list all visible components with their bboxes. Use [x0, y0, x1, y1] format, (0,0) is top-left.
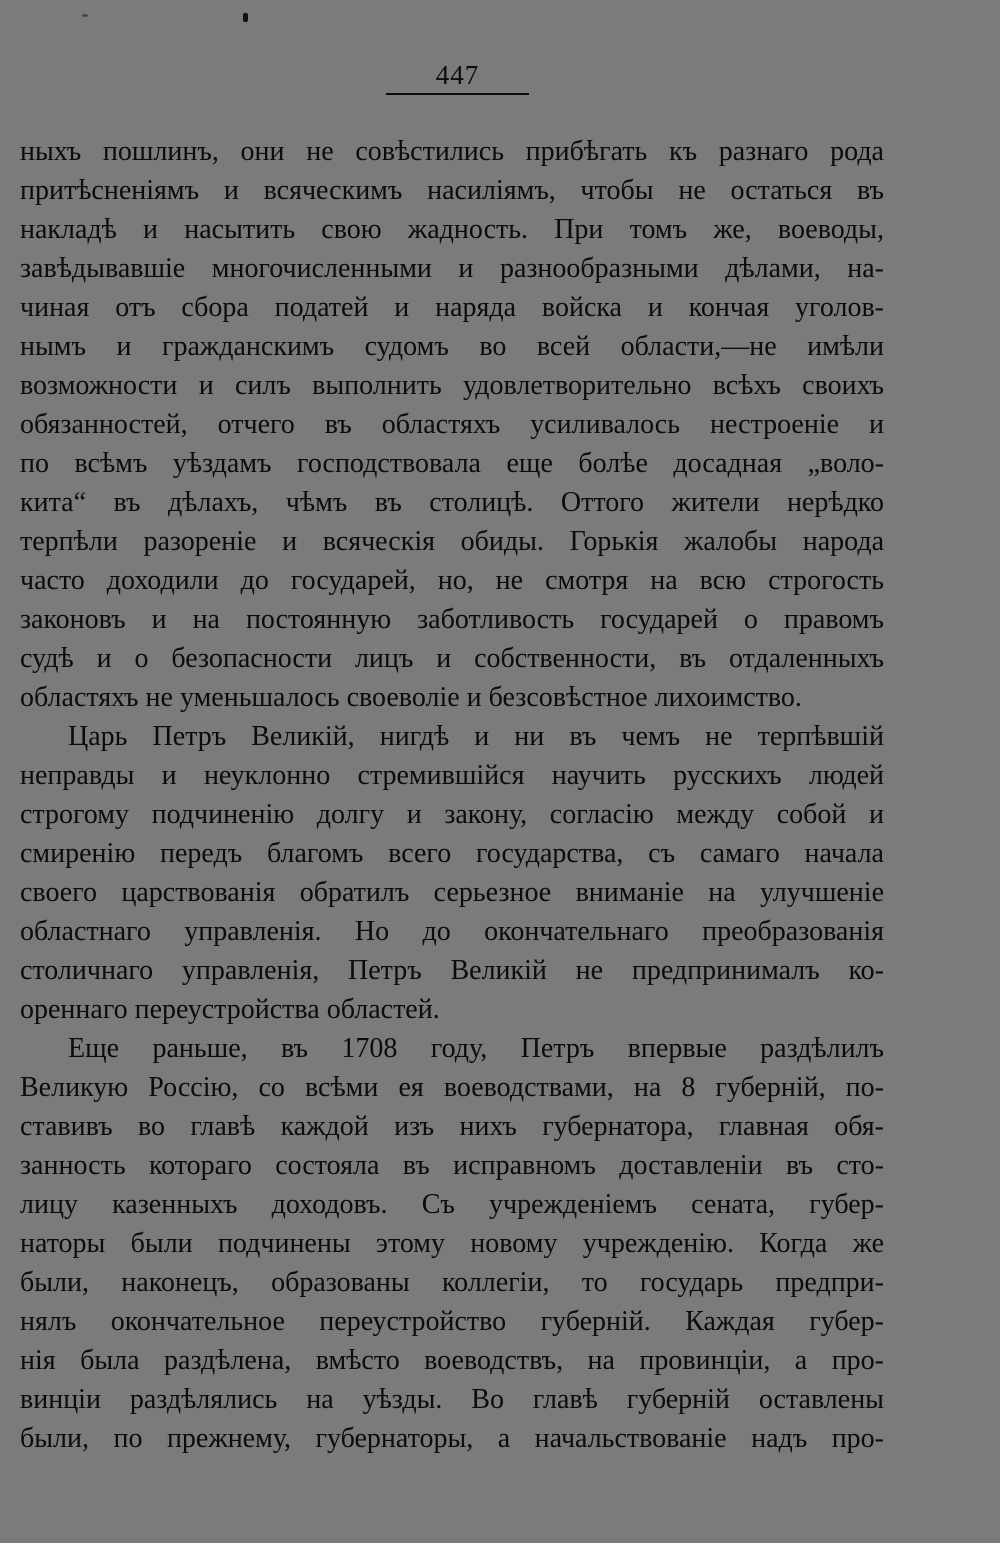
text-line: накладѣ и насытить свою жадность. При томъ же, воеводы, [20, 214, 884, 245]
text-line: притѣсненіямъ и всяческимъ насиліямъ, чтобы не остаться въ [20, 175, 884, 206]
page-number: 447 [435, 60, 480, 90]
text-line: наторы были подчинены этому новому учрежденію. Когда же [20, 1228, 884, 1259]
text-line-paragraph-end: областяхъ не уменьшалось своеволіе и безсовѣстное лихоимство. [20, 682, 802, 713]
text-line: неправды и неуклонно стремившійся научить русскихъ людей [20, 760, 884, 791]
text-line: часто доходили до государей, но, не смотря на всю строгость [20, 565, 884, 596]
text-line: по всѣмъ уѣздамъ господствовала еще болѣе досадная „воло- [20, 448, 884, 479]
scan-speck-1 [243, 13, 248, 22]
text-line: нялъ окончательное переустройство губерній. Каждая губер- [20, 1306, 884, 1337]
text-line: областнаго управленія. Но до окончательнаго преобразованія [20, 916, 884, 947]
text-line: ныхъ пошлинъ, они не совѣстились прибѣгать къ разнаго рода [20, 136, 884, 167]
text-line: чиная отъ сбора податей и наряда войска и кончая уголов- [20, 292, 884, 323]
text-line-paragraph-start: Еще раньше, въ 1708 году, Петръ впервые раздѣлилъ [68, 1033, 884, 1064]
text-line: строгому подчиненію долгу и закону, согласію между собой и [20, 799, 884, 830]
text-line: ставивъ во главѣ каждой изъ нихъ губернатора, главная обя- [20, 1111, 884, 1142]
text-line: своего царствованія обратилъ серьезное вниманіе на улучшеніе [20, 877, 884, 908]
text-line: судѣ и о безопасности лицъ и собственности, въ отдаленныхъ [20, 643, 884, 674]
text-line: были, наконецъ, образованы коллегіи, то государь предпри- [20, 1267, 884, 1298]
text-line: винціи раздѣлялись на уѣзды. Во главѣ губерній оставлены [20, 1384, 884, 1415]
text-line: завѣдывавшіе многочисленными и разнообразными дѣлами, на- [20, 253, 884, 284]
text-line: обязанностей, отчего въ областяхъ усиливалось нестроеніе и [20, 409, 884, 440]
text-line-paragraph-end: ореннаго переустройства областей. [20, 994, 440, 1025]
text-line: занность котораго состояла въ исправномъ доставленіи въ сто- [20, 1150, 884, 1181]
text-line: столичнаго управленія, Петръ Великій не предпринималъ ко- [20, 955, 884, 986]
text-line: терпѣли разореніе и всяческія обиды. Горькія жалобы народа [20, 526, 884, 557]
text-line: кита“ въ дѣлахъ, чѣмъ въ столицѣ. Оттого жители нерѣдко [20, 487, 884, 518]
text-line: смиренію передъ благомъ всего государства, съ самаго начала [20, 838, 884, 869]
text-line: Великую Россію, со всѣми ея воеводствами, на 8 губерній, по- [20, 1072, 884, 1103]
text-line-paragraph-start: Царь Петръ Великій, нигдѣ и ни въ чемъ не терпѣвшій [68, 721, 884, 752]
page-number-rule [386, 93, 529, 95]
text-line: возможности и силъ выполнить удовлетворительно всѣхъ своихъ [20, 370, 884, 401]
scan-speck-2 [82, 14, 88, 17]
text-line: нія была раздѣлена, вмѣсто воеводствъ, на провинціи, а про- [20, 1345, 884, 1376]
text-line: лицу казенныхъ доходовъ. Съ учрежденіемъ сената, губер- [20, 1189, 884, 1220]
text-line: нымъ и гражданскимъ судомъ во всей области,—не имѣли [20, 331, 884, 362]
body-text [20, 132, 884, 1458]
text-line: законовъ и на постоянную заботливость государей о правомъ [20, 604, 884, 635]
text-line: были, по прежнему, губернаторы, а начальствованіе надъ про- [20, 1423, 884, 1454]
